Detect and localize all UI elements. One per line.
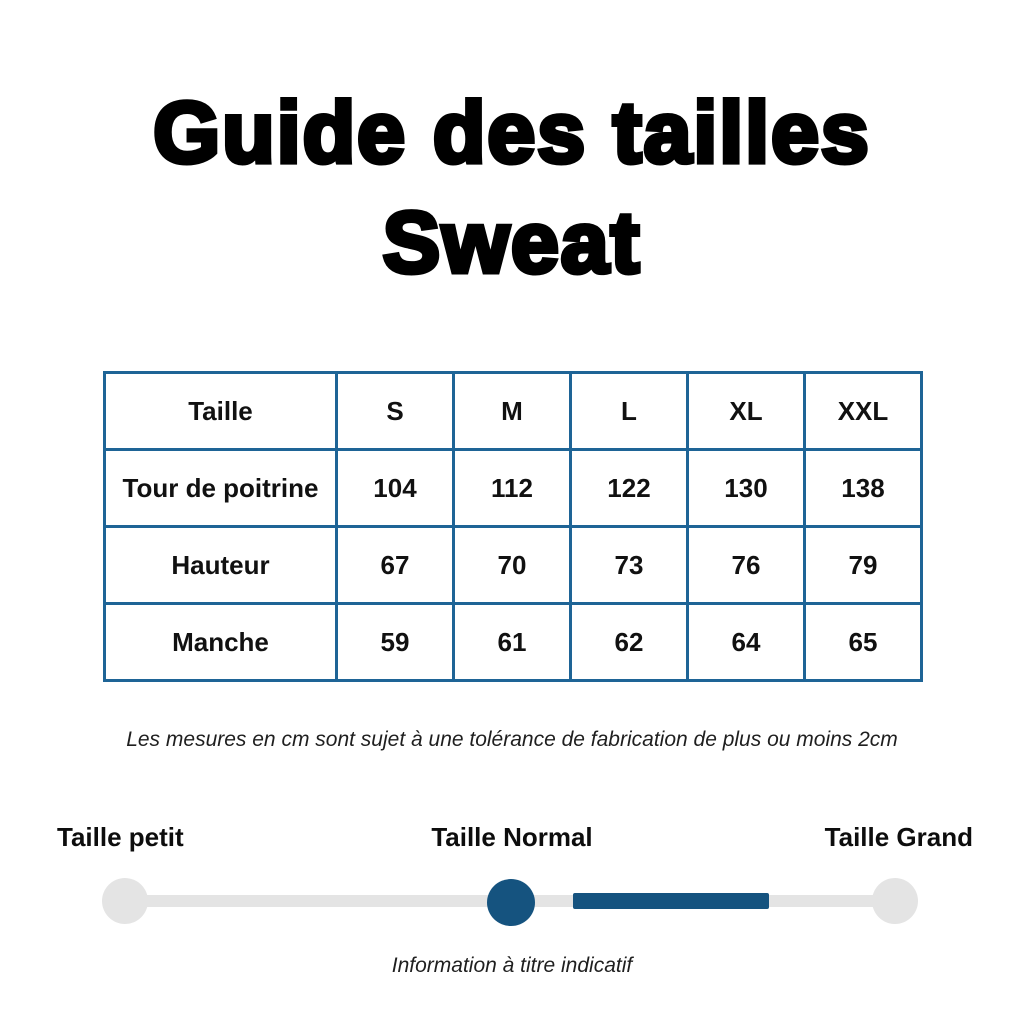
tolerance-note: Les mesures en cm sont sujet à une tolérance de fabrication de plus ou moins 2cm xyxy=(126,728,898,751)
cell-value: 62 xyxy=(571,604,688,681)
fit-scale-endcap-right xyxy=(872,878,918,924)
fit-scale-endcap-left xyxy=(102,878,148,924)
page-title-line1: Guide des tailles xyxy=(153,85,871,181)
cell-value: 67 xyxy=(337,527,454,604)
cell-value: 112 xyxy=(454,450,571,527)
header-cell-m: M xyxy=(454,373,571,450)
header-cell-taille: Taille xyxy=(105,373,337,450)
cell-value: 76 xyxy=(688,527,805,604)
page-title-line2: Sweat xyxy=(382,195,642,291)
fit-label-small: Taille petit xyxy=(57,822,184,852)
row-label: Tour de poitrine xyxy=(105,450,337,527)
cell-value: 73 xyxy=(571,527,688,604)
cell-value: 104 xyxy=(337,450,454,527)
cell-value: 70 xyxy=(454,527,571,604)
cell-value: 130 xyxy=(688,450,805,527)
cell-value: 138 xyxy=(805,450,922,527)
indicative-note: Information à titre indicatif xyxy=(391,954,633,977)
cell-value: 122 xyxy=(571,450,688,527)
cell-value: 79 xyxy=(805,527,922,604)
fit-label-large: Taille Grand xyxy=(824,822,973,852)
cell-value: 65 xyxy=(805,604,922,681)
cell-value: 59 xyxy=(337,604,454,681)
table-row-height xyxy=(105,527,922,604)
row-label: Hauteur xyxy=(105,527,337,604)
cell-value: 64 xyxy=(688,604,805,681)
header-cell-xxl: XXL xyxy=(805,373,922,450)
fit-scale-selected-dot xyxy=(487,879,535,926)
cell-value: 61 xyxy=(454,604,571,681)
page-title xyxy=(0,78,1024,298)
table-row-chest xyxy=(105,450,922,527)
header-cell-xl: XL xyxy=(688,373,805,450)
header-cell-l: L xyxy=(571,373,688,450)
table-header-row xyxy=(105,373,922,450)
table-row-sleeve xyxy=(105,604,922,681)
fit-scale-blue-segment xyxy=(573,893,769,909)
row-label: Manche xyxy=(105,604,337,681)
fit-label-normal: Taille Normal xyxy=(431,822,593,852)
header-cell-s: S xyxy=(337,373,454,450)
size-table xyxy=(103,371,923,682)
